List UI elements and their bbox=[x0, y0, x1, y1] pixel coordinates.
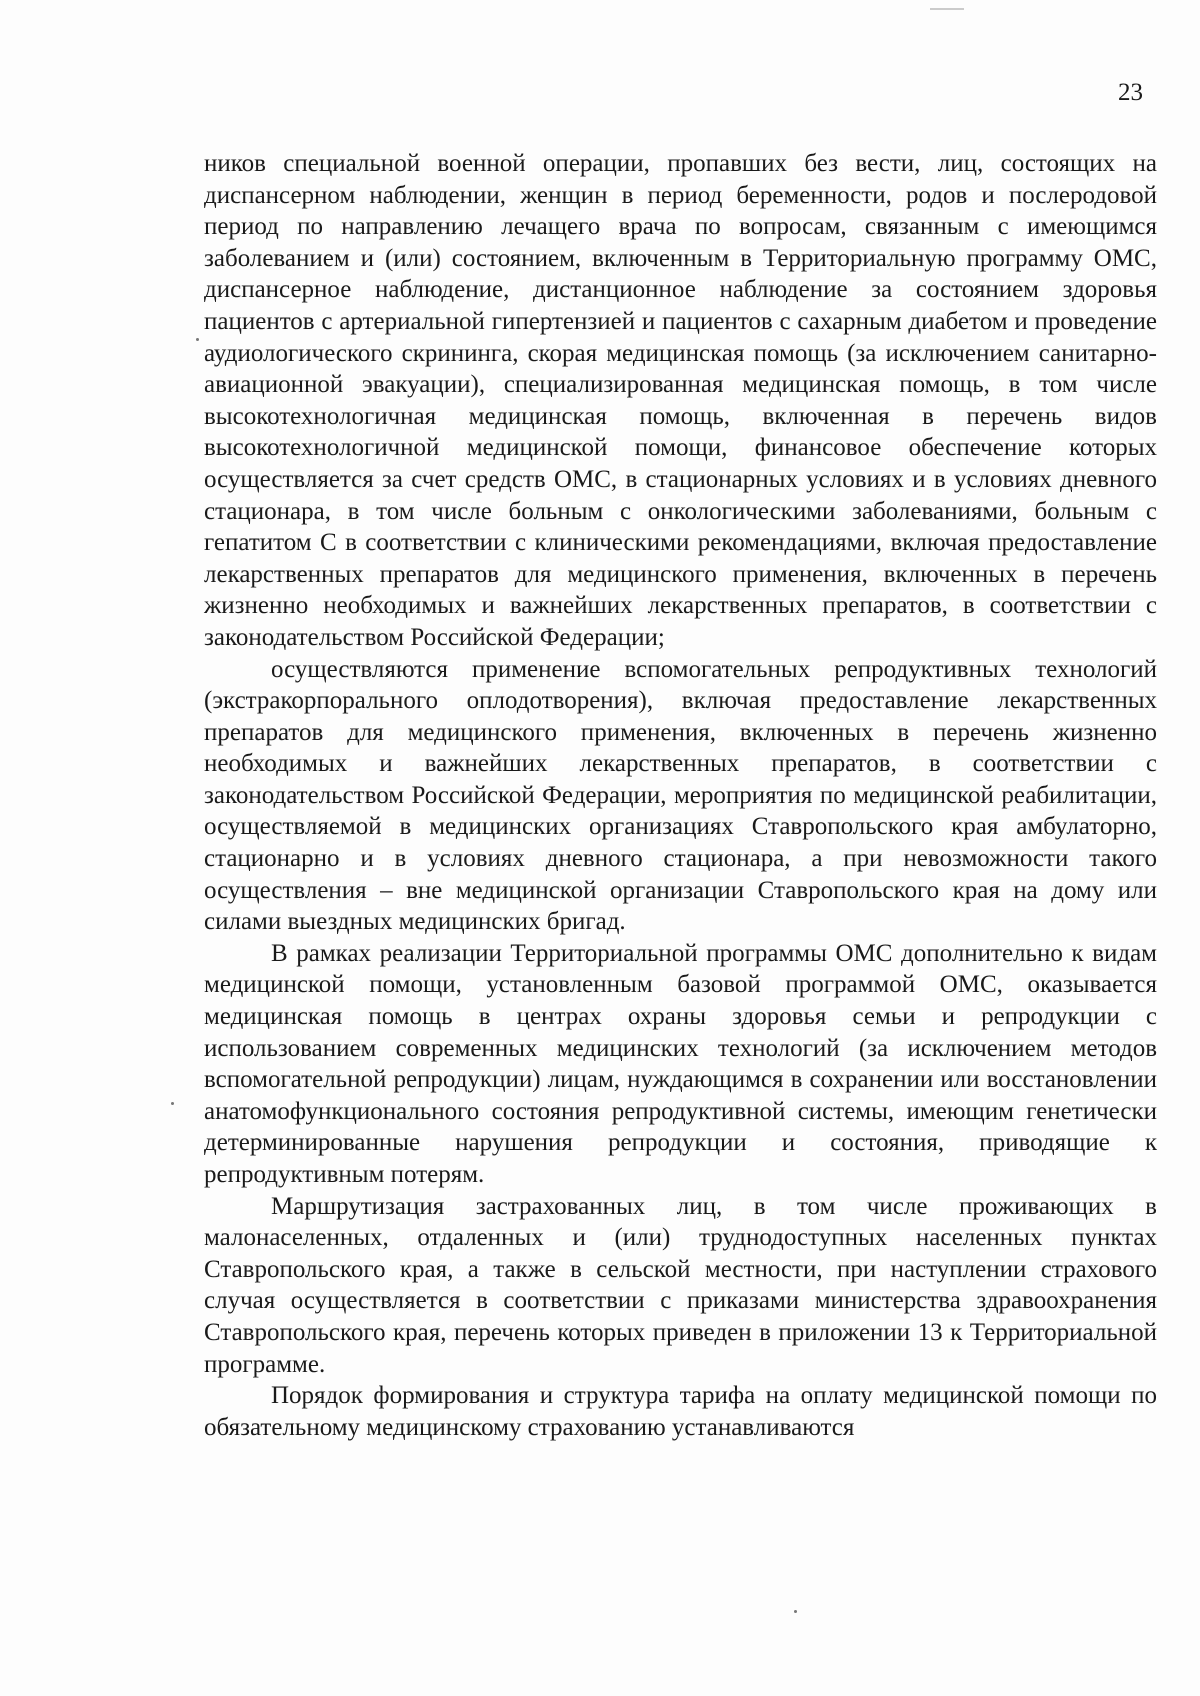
scan-speck bbox=[171, 1102, 174, 1105]
paragraph-tariff: Порядок формирования и структура тарифа на оплату медицинской помощи по обязательному медицинскому страхованию устанавливаются bbox=[204, 1382, 1157, 1441]
paragraph-reproductive-technologies: осуществляются применение вспомогательных репродуктивных технологий (экстракорпорального оплодотворения), включая предоставление лекарственных препаратов для медицинского применения, включенных в перечень жизненно необходимых и важнейших лекарственных препаратов, в соответствии с законодательством Российской Федерации, мероприятия по медицинской реабилитации, осуществляемой в медицинских организациях Ставропольского края амбулаторно, стационарно и в условиях дневного стационара, а при невозможности такого осуществления – вне медицинской организации Ставропольского края на дому или силами выездных медицинских бригад. bbox=[204, 655, 1157, 936]
paragraph-routing: Маршрутизация застрахованных лиц, в том числе проживающих в малонаселенных, отдаленных и (или) труднодоступных населенных пунктах Ставропольского края, а также в сельской местности, при наступлении страхового случая осуществляется в соответствии с приказами министерства здравоохранения Ставропольского края, перечень которых приведен в приложении 13 к Территориальной программе. bbox=[204, 1192, 1157, 1378]
page-number: 23 bbox=[1118, 79, 1143, 106]
scan-speck bbox=[794, 1610, 797, 1613]
scan-smudge bbox=[930, 8, 964, 10]
scan-speck bbox=[196, 338, 199, 341]
document-body bbox=[204, 148, 1157, 1443]
paragraph-continuation: ников специальной военной операции, пропавших без вести, лиц, состоящих на диспансерном наблюдении, женщин в период беременности, родов и послеродовой период по направлению лечащего врача по вопросам, связанным с имеющимся заболеванием и (или) состоянием, включенным в Территориальную программу ОМС, диспансерное наблюдение, дистанционное наблюдение за состоянием здоровья пациентов с артериальной гипертензией и пациентов с сахарным диабетом и проведение аудиологического скрининга, скорая медицинская помощь (за исключением санитарно-авиационной эвакуации), специализированная медицинская помощь, в том числе высокотехнологичная медицинская помощь, включенная в перечень видов высокотехнологичной медицинской помощи, финансовое обеспечение которых осуществляется за счет средств ОМС, в стационарных условиях и в условиях дневного стационара, в том числе больным с онкологическими заболеваниями, больным с гепатитом С в соответствии с клиническими рекомендациями, включая предоставление лекарственных препаратов для медицинского применения, включенных в перечень жизненно необходимых и важнейших лекарственных препаратов, в соответствии с законодательством Российской Федерации; bbox=[204, 150, 1157, 651]
paragraph-additional-care: В рамках реализации Территориальной программы ОМС дополнительно к видам медицинской помощи, установленным базовой программой ОМС, оказывается медицинская помощь в центрах охраны здоровья семьи и репродукции с использованием современных медицинских технологий (за исключением методов вспомогательной репродукции) лицам, нуждающимся в сохранении или восстановлении анатомофункционального состояния репродуктивной системы, имеющим генетически детерминированные нарушения репродукции и состояния, приводящие к репродуктивным потерям. bbox=[204, 939, 1157, 1188]
